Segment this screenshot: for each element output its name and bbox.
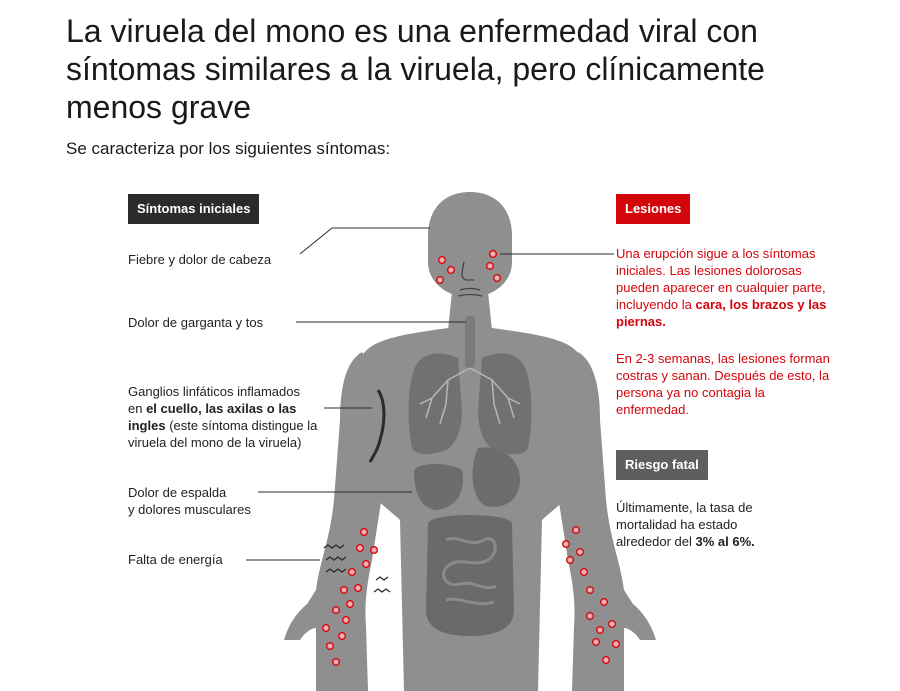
lesion-dot — [347, 601, 354, 608]
lesion-dot — [490, 251, 497, 258]
lesion-dot — [439, 257, 446, 264]
lesion-dot — [333, 607, 340, 614]
symptom-lymph-nodes — [128, 383, 318, 451]
fatal-risk-bold: 3% al 6%. — [695, 534, 755, 549]
title-line-1: La viruela del mono es una enfermedad viral con — [66, 13, 758, 49]
lesion-dot — [349, 569, 356, 576]
lesion-dot — [609, 621, 616, 628]
lesion-dot — [597, 627, 604, 634]
lesion-dot — [327, 643, 334, 650]
lesions-text-1-bold: cara, los brazos y las piernas. — [616, 297, 827, 329]
lesion-dot — [339, 633, 346, 640]
lesion-dot — [573, 527, 580, 534]
fatal-risk-heading: Riesgo fatal — [616, 450, 708, 480]
lesions-text-2: En 2-3 semanas, las lesiones forman costras y sanan. Después de esto, la persona ya no contagia la enfermedad. — [616, 351, 830, 417]
symptom-low-energy: Falta de energía — [128, 552, 223, 567]
lesion-dot — [563, 541, 570, 548]
symptom-lymph-bold: el cuello, las axilas o las ingles — [128, 401, 297, 433]
lesion-dot — [593, 639, 600, 646]
lesion-dot — [371, 547, 378, 554]
symptom-fever: Fiebre y dolor de cabeza — [128, 252, 272, 267]
symptom-lymph-part-3: (este síntoma distingue la viruela del mono de la viruela) — [128, 418, 318, 450]
intestines — [426, 515, 514, 636]
lesions-heading: Lesiones — [616, 194, 690, 224]
lesion-dot — [613, 641, 620, 648]
right-lung — [478, 354, 532, 455]
lesion-dot — [567, 557, 574, 564]
page-subtitle: Se caracteriza por los siguientes síntomas: — [66, 139, 391, 158]
lesion-dot — [494, 275, 501, 282]
symptom-lymph-part-1: Ganglios linfáticos inflamados en — [128, 384, 300, 416]
lesion-dot — [487, 263, 494, 270]
lesion-dot — [577, 549, 584, 556]
lesion-dot — [333, 659, 340, 666]
lesion-dot — [603, 657, 610, 664]
leader-fever — [300, 228, 430, 254]
symptom-back-pain — [128, 484, 251, 518]
lesion-dot — [437, 277, 444, 284]
lesion-dot — [587, 613, 594, 620]
lesion-dot — [357, 545, 364, 552]
lesion-dot — [448, 267, 455, 274]
initial-symptoms-heading: Síntomas iniciales — [128, 194, 259, 224]
lesion-dot — [323, 625, 330, 632]
lesion-dot — [581, 569, 588, 576]
lesions-text-1-part-1: Una erupción sigue a los síntomas iniciales. Las lesiones dolorosas pueden aparecer en cualquier parte, incluyendo la — [616, 246, 826, 312]
lesion-dot — [601, 599, 608, 606]
lesion-dot — [343, 617, 350, 624]
fatal-risk-text-part-1: Últimamente, la tasa de mortalidad ha estado alrededor del — [616, 500, 753, 549]
left-lung — [409, 354, 463, 455]
lesions-text-1 — [616, 245, 841, 330]
trachea — [465, 316, 475, 368]
symptom-back-line-1: Dolor de espalda — [128, 485, 227, 500]
fatal-risk-text — [616, 499, 786, 550]
title-line-3: menos grave — [66, 89, 251, 125]
symptom-throat: Dolor de garganta y tos — [128, 315, 264, 330]
lesion-dot — [587, 587, 594, 594]
lesion-dot — [363, 561, 370, 568]
title-line-2: síntomas similares a la viruela, pero clínicamente — [66, 51, 765, 87]
lesion-dot — [341, 587, 348, 594]
symptom-back-line-2: y dolores musculares — [128, 502, 251, 517]
lesion-dot — [355, 585, 362, 592]
lesion-dot — [361, 529, 368, 536]
